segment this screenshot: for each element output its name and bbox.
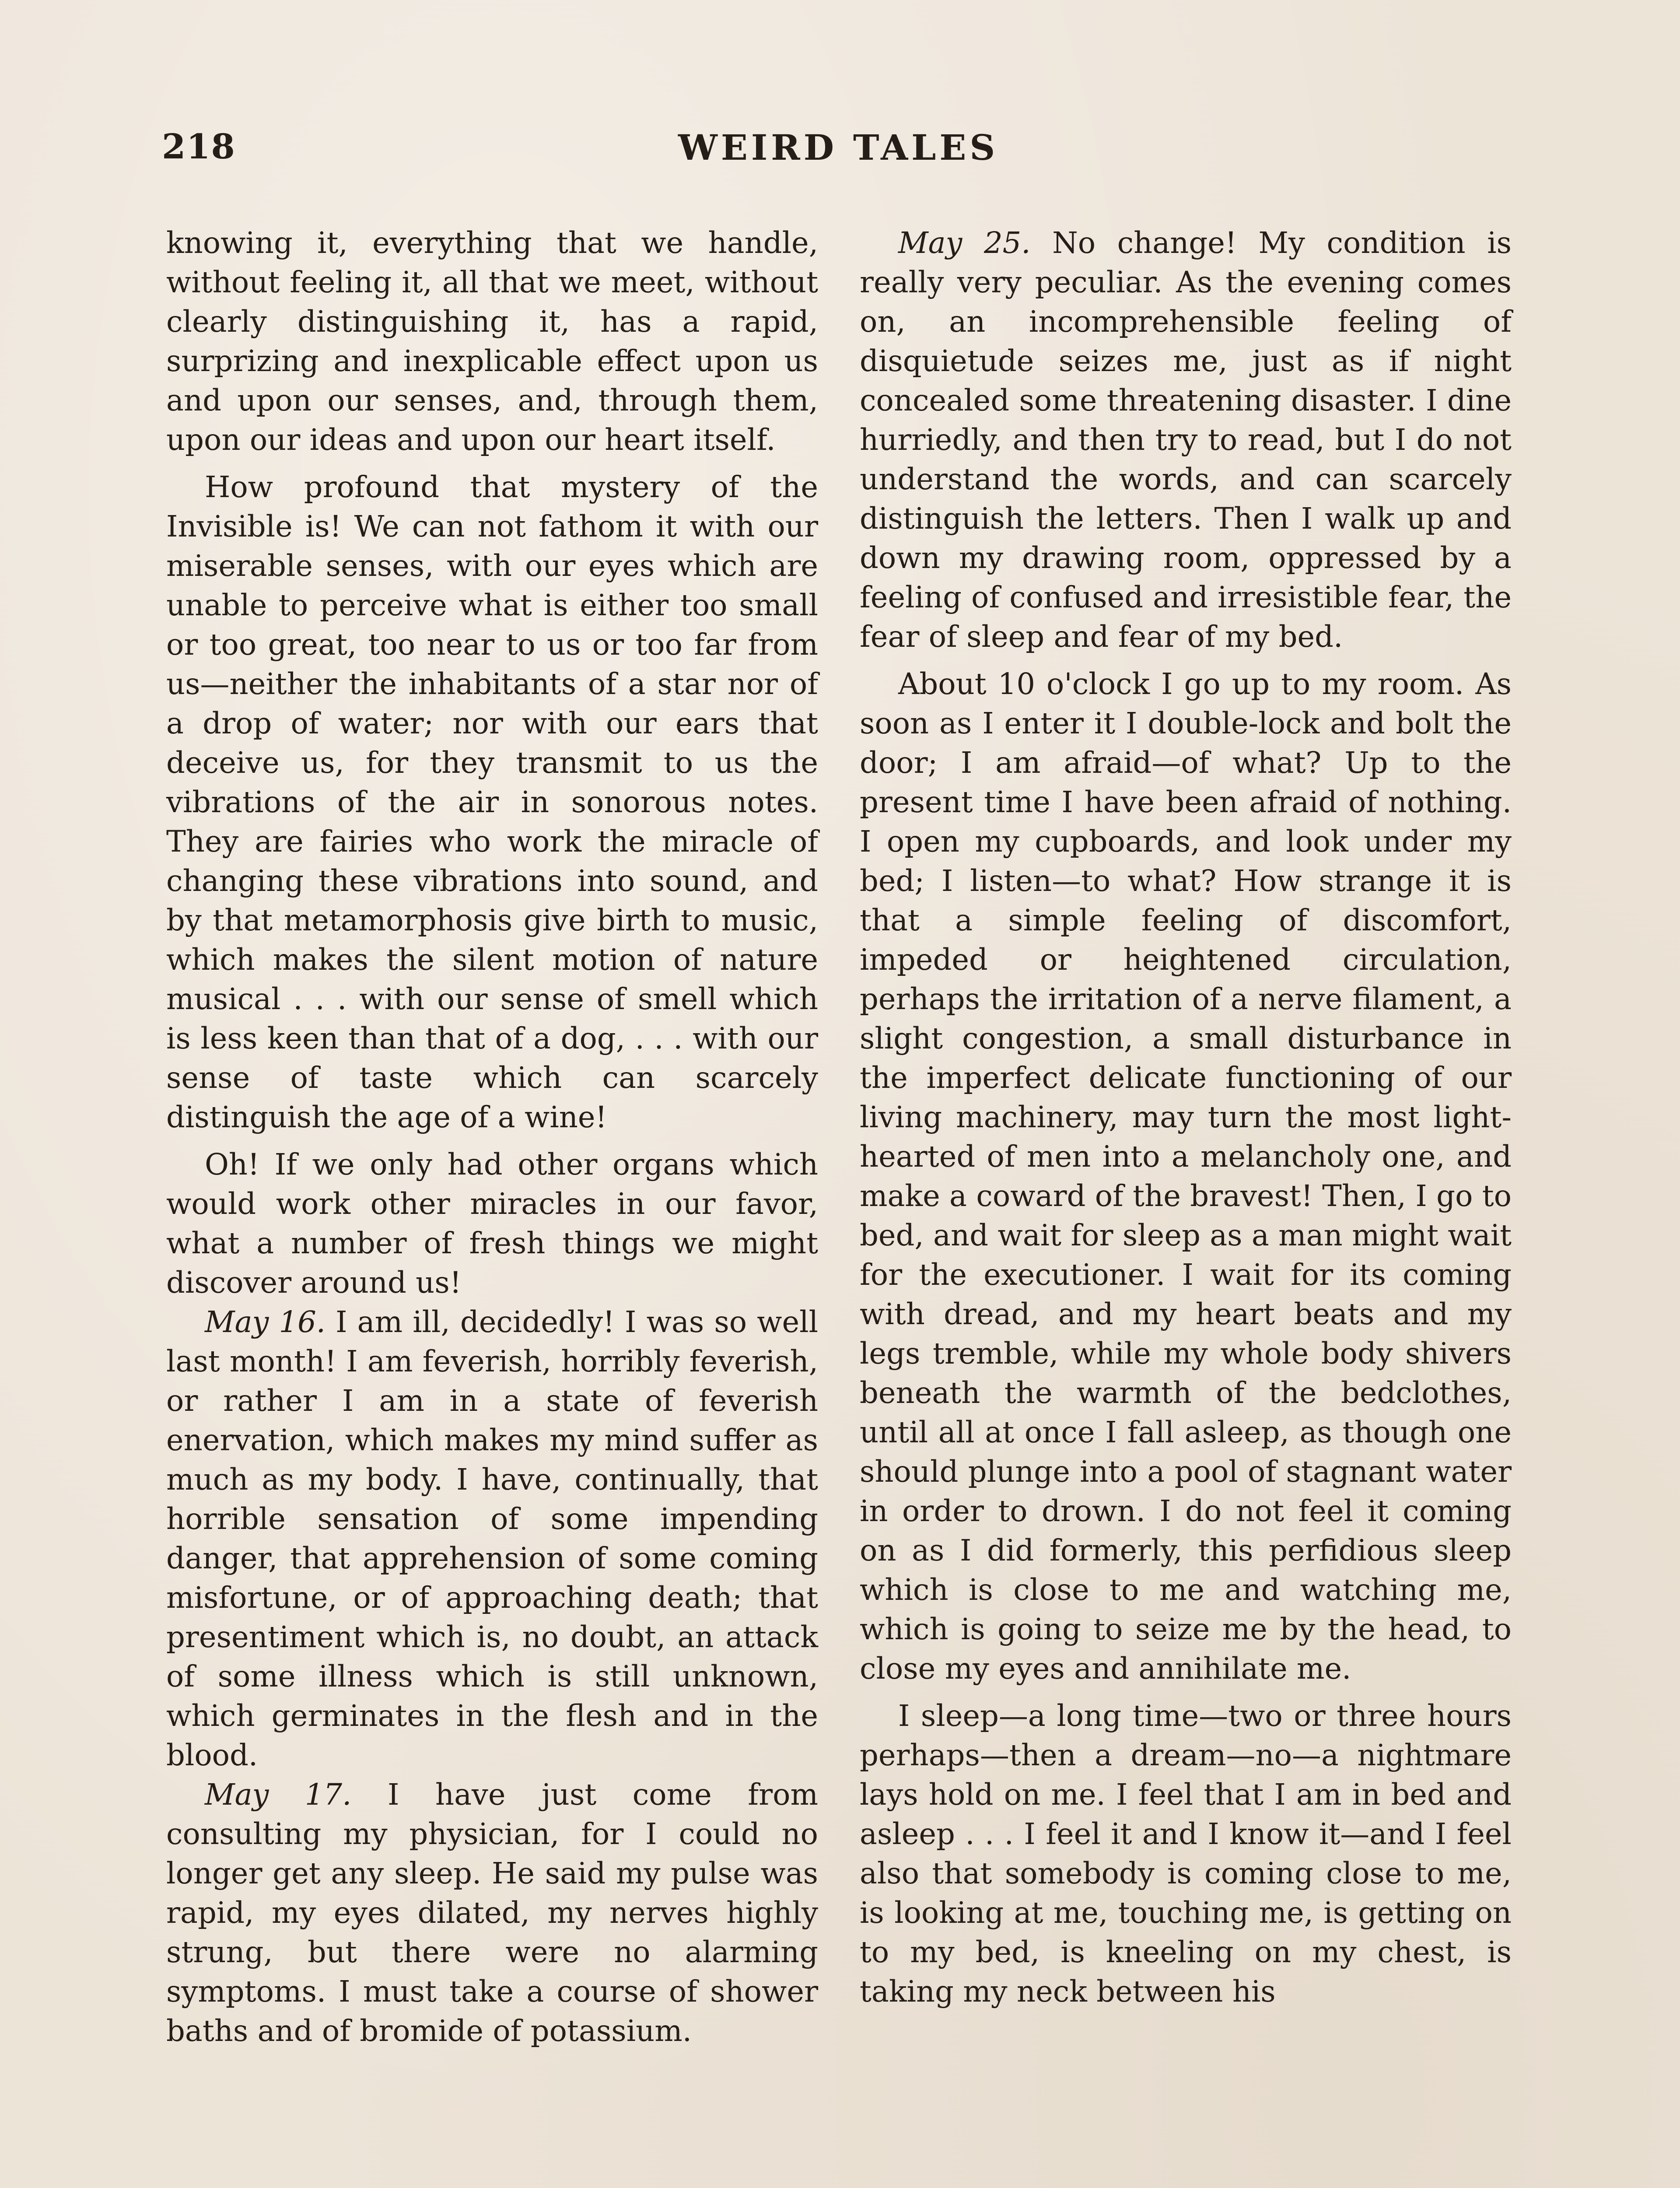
- left-column: [166, 223, 818, 2058]
- entry-text: I have just come from consulting my physician, for I could no longer get any sleep. He said my pulse was rapid, my eyes dilated, my nerves highly strung, but there were no alarming symptoms. I must take a course of shower baths and of bromide of potassium.: [166, 1778, 818, 2048]
- entry-date: May 17.: [205, 1778, 352, 1812]
- right-paragraph-2: About 10 o'clock I go up to my room. As soon as I enter it I double-lock and bolt the door; I am afraid—of what? Up to the present time I have been afraid of nothing. I open my cupboards, and look under my bed; I listen—to what? How strange it is that a simple feeling of discomfort, impeded or heightened circulation, perhaps the irritation of a nerve filament, a slight congestion, a small disturbance in the imperfect delicate functioning of our living machinery, may turn the most light-hearted of men into a melancholy one, and make a coward of the bravest! Then, I go to bed, and wait for sleep as a man might wait for the executioner. I wait for its coming with dread, and my heart beats and my legs tremble, while my whole body shivers beneath the warmth of the bedclothes, until all at once I fall asleep, as though one should plunge into a pool of stagnant water in order to drown. I do not feel it coming on as I did formerly, this perfidious sleep which is close to me and watching me, which is going to seize me by the head, to close my eyes and annihilate me.: [860, 667, 1512, 1686]
- left-paragraph-1: knowing it, everything that we handle, without feeling it, all that we meet, without clearly distinguishing it, has a rapid, surprizing and inexplicable effect upon us and upon our senses, and, through them, upon our ideas and upon our heart itself.: [166, 226, 818, 457]
- running-title: WEIRD TALES: [678, 127, 999, 168]
- page-header: [162, 127, 1518, 193]
- diary-entry-may-17: [166, 1775, 818, 2051]
- right-paragraph-3: I sleep—a long time—two or three hours perhaps—then a dream—no—a nightmare lays hold on me. I feel that I am in bed and asleep . . . I feel it and I know it—and I feel also that somebody is coming close to me, is looking at me, touching me, is getting on to my bed, is kneeling on my chest, is taking my neck between his: [860, 1699, 1512, 2009]
- entry-date: May 25.: [898, 226, 1031, 260]
- diary-entry-may-25: [860, 223, 1512, 656]
- entry-text: I am ill, decidedly! I was so well last month! I am feverish, horribly feverish, or rather I am in a state of feverish enervation, which makes my mind suffer as much as my body. I have, continually, that horrible sensation of some impending danger, that apprehension of some coming misfortune, or of approaching death; that presentiment which is, no doubt, an attack of some illness which is still unknown, which germinates in the flesh and in the blood.: [166, 1305, 819, 1772]
- page-number: 218: [162, 127, 236, 167]
- right-column: [860, 223, 1512, 2019]
- entry-date: May 16.: [205, 1305, 326, 1339]
- diary-entry-may-16: [166, 1302, 818, 1775]
- entry-text: No change! My condition is really very peculiar. As the evening comes on, an incomprehensible feeling of disquietude seizes me, just as if night concealed some threatening disaster. I dine hurriedly, and then try to read, but I do not understand the words, and can scarcely distinguish the letters. Then I walk up and down my drawing room, oppressed by a feeling of confused and irresistible fear, the fear of sleep and fear of my bed.: [860, 226, 1512, 654]
- left-paragraph-3: Oh! If we only had other organs which would work other miracles in our favor, what a number of fresh things we might discover around us!: [166, 1147, 818, 1300]
- left-paragraph-2: How profound that mystery of the Invisible is! We can not fathom it with our miserable senses, with our eyes which are unable to perceive what is either too small or too great, too near to us or too far from us—neither the inhabitants of a star nor of a drop of water; nor with our ears that deceive us, for they transmit to us the vibrations of the air in sonorous notes. They are fairies who work the miracle of changing these vibrations into sound, and by that metamorphosis give birth to music, which makes the silent motion of nature musical . . . with our sense of smell which is less keen than that of a dog, . . . with our sense of taste which can scarcely distinguish the age of a wine!: [166, 470, 818, 1134]
